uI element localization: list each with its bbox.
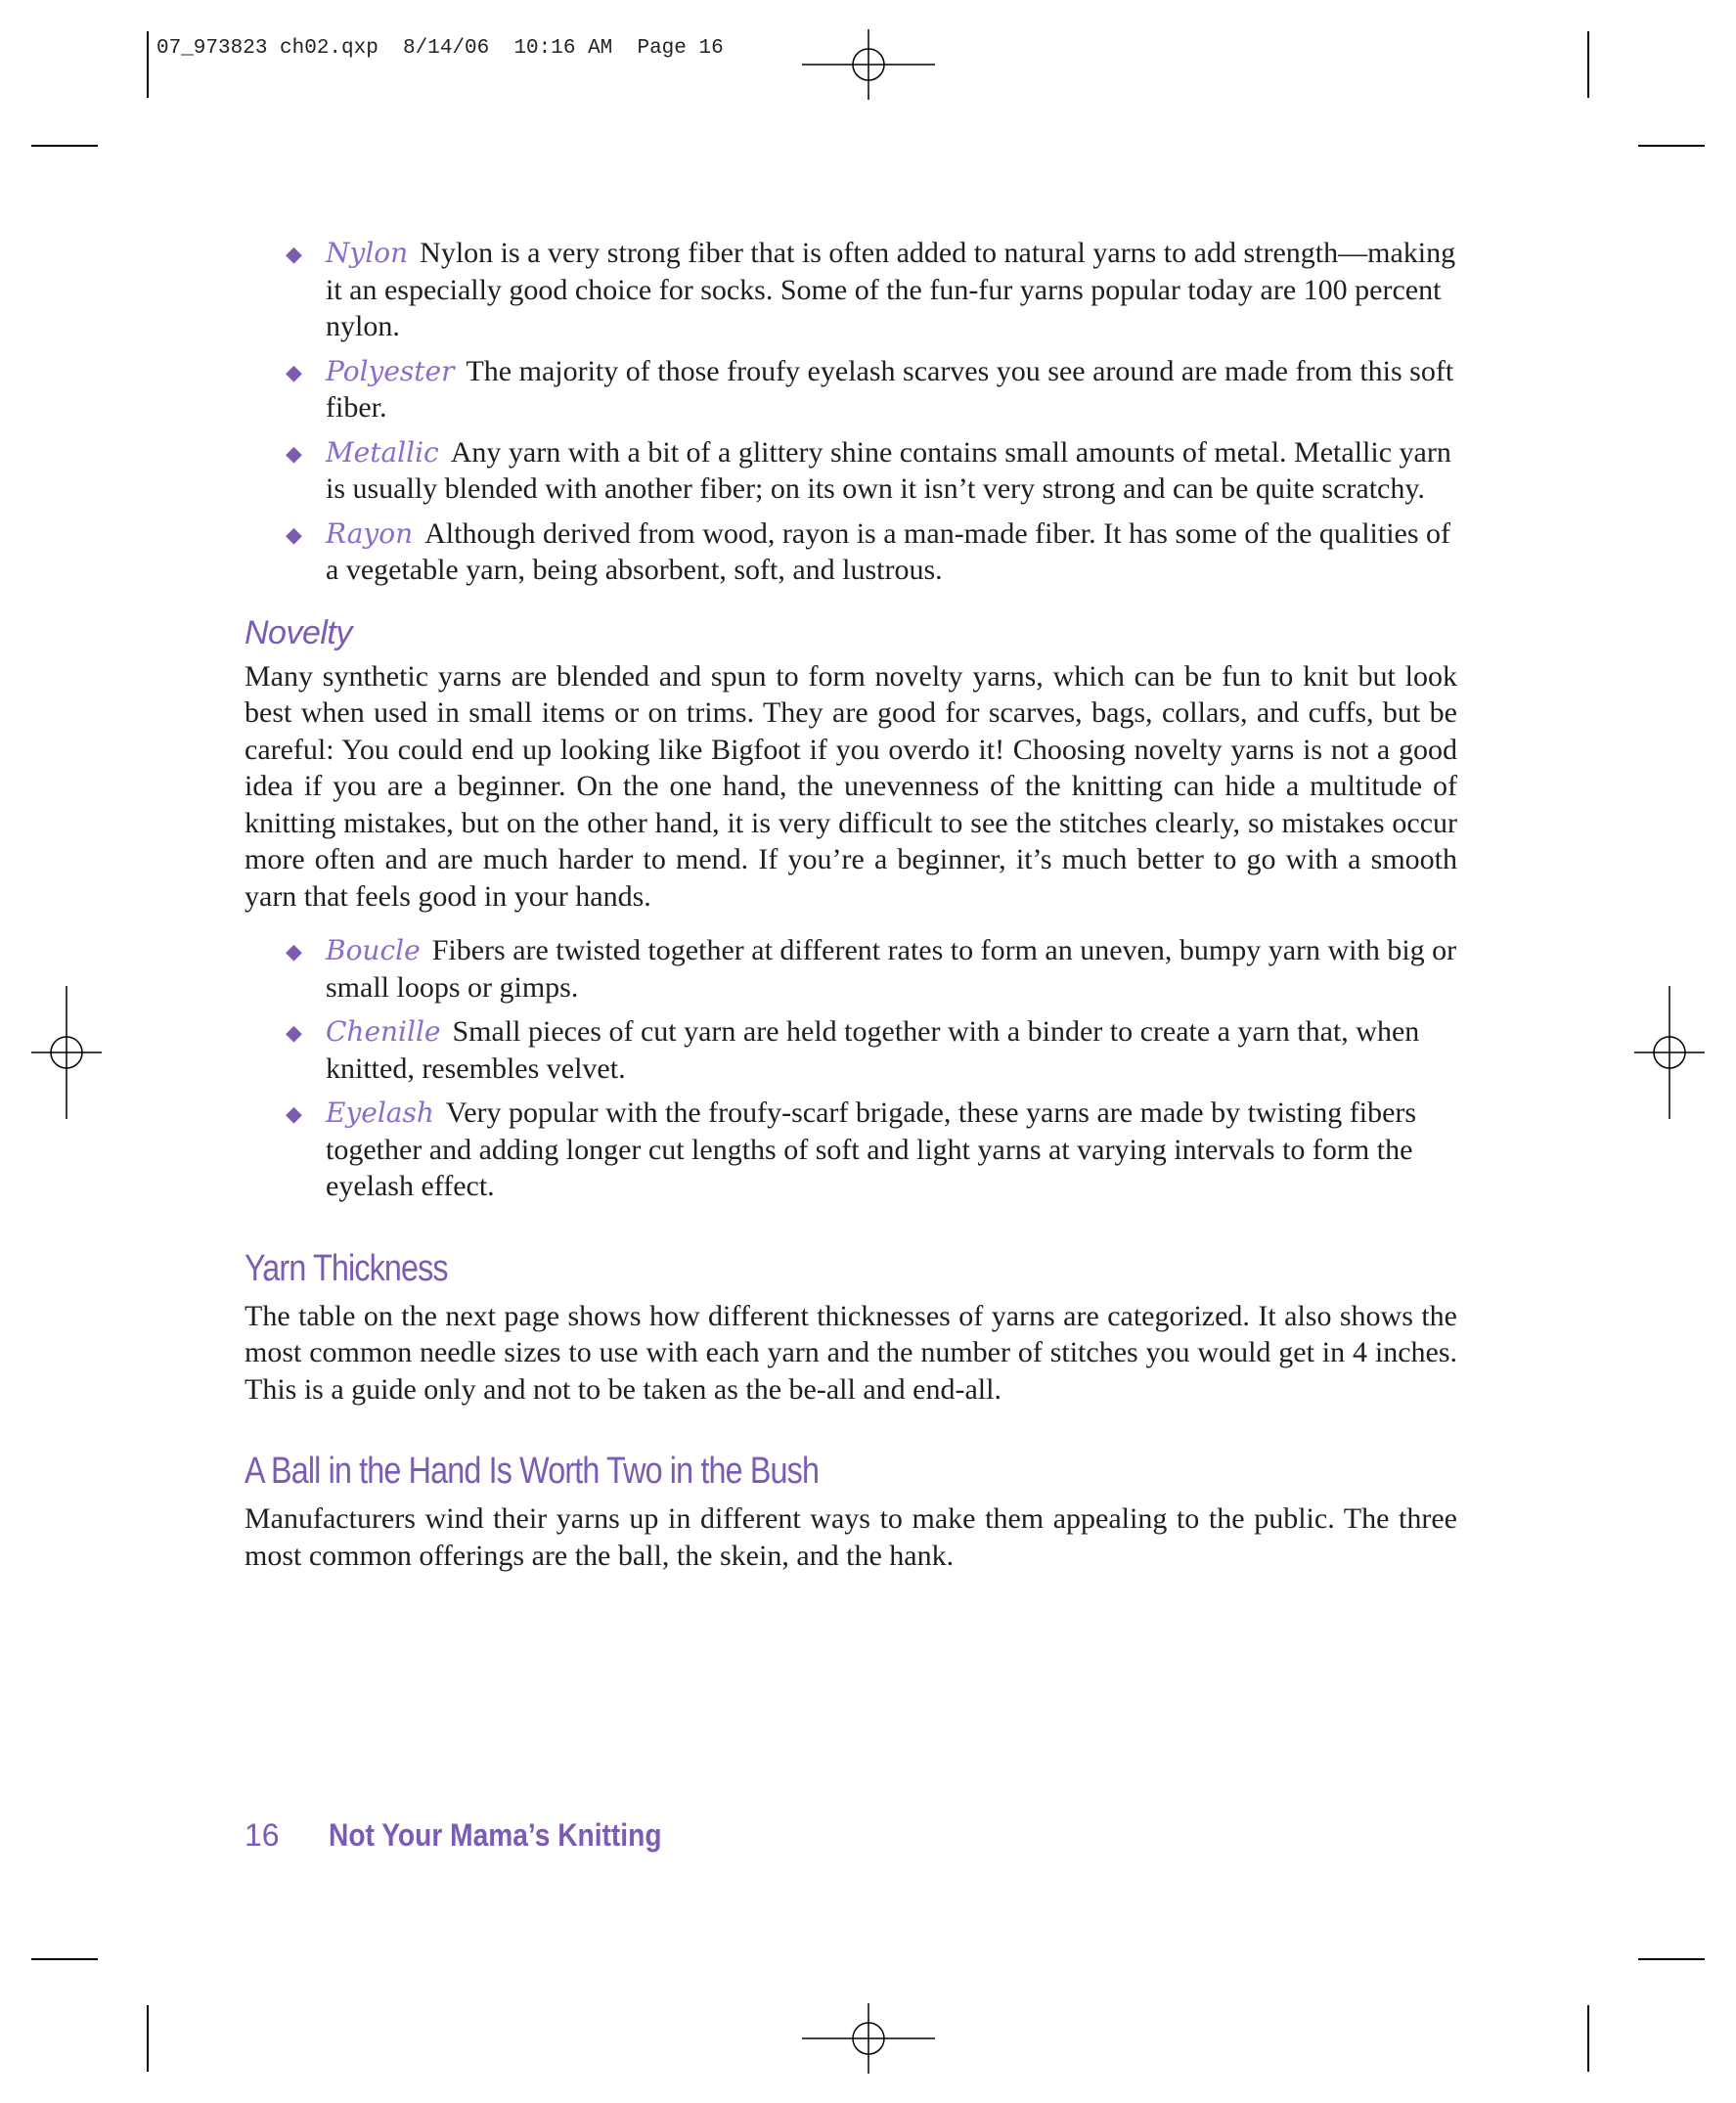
crop-mark (1587, 31, 1589, 98)
crop-mark (1638, 1958, 1705, 1960)
term-description: Nylon is a very strong fiber that is often added to natural yarns to add strength—making it an especially good choice for socks. Some of the fun-fur yarns popular today are 100 percent nylon. (326, 237, 1456, 342)
crop-mark (147, 2005, 149, 2072)
print-slug: 07_973823 ch02.qxp 8/14/06 10:16 AM Page 16 (156, 37, 724, 60)
diamond-bullet-icon: ◆ (286, 441, 302, 467)
term-label: Boucle (326, 934, 421, 966)
list-item (245, 1013, 1457, 1087)
book-title: Not Your Mama’s Knitting (328, 1817, 662, 1853)
list-item (245, 353, 1457, 426)
yarn-thickness-paragraph: The table on the next page shows how different thicknesses of yarns are categorized. It also shows the most common needle sizes to use with each yarn and the number of stitches you would get in 4 inches. This is a guide only and not to be taken as the be-all and end-all. (245, 1299, 1457, 1406)
diamond-bullet-icon: ◆ (286, 1102, 302, 1127)
page-number: 16 (245, 1817, 280, 1853)
diamond-bullet-icon: ◆ (286, 243, 302, 267)
novelty-paragraph: Many synthetic yarns are blended and spun to form novelty yarns, which can be fun to knit but look best when used in small items or on trims. They are good for scarves, bags, collars, and cuffs, but be careful: You could end up looking like Bigfoot if you overdo it! Choosing novelty yarns is not a good idea if you are a beginner. On the one hand, the unevenness of the knitting can hide a multitude of knitting mistakes, but on the other hand, it is very difficult to see the stitches clearly, so mistakes occur more often and are much harder to mend. If you’re a beginner, it’s much better to go with a smooth yarn that feels good in your hands. (245, 659, 1457, 913)
list-item (245, 434, 1457, 508)
page-footer (245, 1817, 707, 1854)
novelty-yarn-list (245, 932, 1457, 1205)
synthetic-fiber-list (245, 235, 1457, 589)
diamond-bullet-icon: ◆ (286, 940, 302, 964)
diamond-bullet-icon: ◆ (286, 1021, 302, 1046)
term-description: Fibers are twisted together at different rates to form an uneven, bumpy yarn with big or small loops or gimps. (326, 934, 1457, 1004)
term-label: Chenille (326, 1015, 441, 1048)
ball-in-hand-paragraph: Manufacturers wind their yarns up in different ways to make them appealing to the public. The three most common offerings are the ball, the skein, and the hank. (245, 1502, 1457, 1572)
registration-mark-icon (31, 986, 102, 1119)
term-label: Rayon (326, 516, 414, 550)
list-item (245, 1095, 1457, 1205)
novelty-heading: Novelty (245, 613, 352, 651)
term-description: Any yarn with a bit of a glittery shine contains small amounts of metal. Metallic yarn is usually blended with another fiber; on its own it isn’t very strong and can be quite scratchy. (326, 435, 1451, 505)
crop-mark (31, 145, 98, 147)
crop-mark (31, 1958, 98, 1960)
list-item (245, 235, 1457, 345)
crop-mark (1638, 145, 1705, 147)
term-description: Small pieces of cut yarn are held together with a binder to create a yarn that, when knitted, resembles velvet. (326, 1015, 1420, 1085)
ball-in-hand-heading: A Ball in the Hand Is Worth Two in the Bush (245, 1451, 820, 1492)
list-item (245, 932, 1457, 1006)
diamond-bullet-icon: ◆ (286, 522, 302, 548)
registration-mark-icon (802, 29, 935, 100)
list-item (245, 515, 1457, 589)
term-label: Eyelash (326, 1096, 434, 1129)
term-label: Metallic (326, 435, 439, 469)
yarn-thickness-heading: Yarn Thickness (245, 1247, 448, 1289)
term-label: Polyester (326, 354, 455, 387)
page-content (245, 235, 1457, 1591)
registration-mark-icon (802, 2003, 935, 2074)
term-label: Nylon (326, 237, 409, 269)
diamond-bullet-icon: ◆ (286, 360, 302, 385)
term-description: Very popular with the froufy-scarf brigade, these yarns are made by twisting fibers together and adding longer cut lengths of soft and light yarns at varying intervals to form the eyelash effect. (326, 1096, 1417, 1202)
registration-mark-icon (1634, 986, 1705, 1119)
term-description: Although derived from wood, rayon is a man-made fiber. It has some of the qualities of a vegetable yarn, being absorbent, soft, and lustrous. (326, 516, 1451, 586)
crop-mark (147, 31, 149, 98)
crop-mark (1587, 2005, 1589, 2072)
term-description: The majority of those froufy eyelash scarves you see around are made from this soft fiber. (326, 354, 1454, 424)
